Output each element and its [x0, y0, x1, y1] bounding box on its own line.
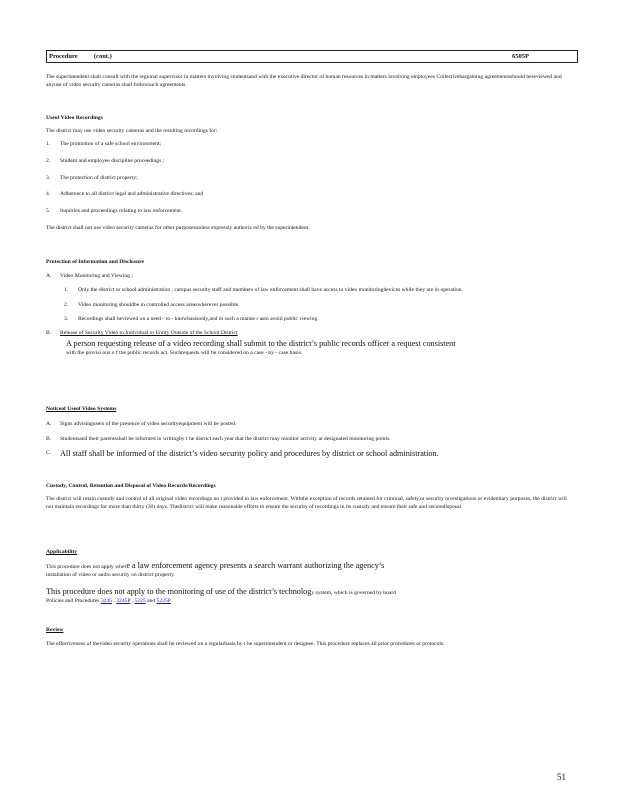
- technology-text: This procedure does not apply to the monitoring of use of the district’s technology system, which is governed by board: [46, 586, 397, 596]
- policy-link-3245[interactable]: 3245: [100, 597, 113, 604]
- review-section: [46, 626, 574, 648]
- custody-heading: Custody, Control, Retention and Disposal of Video Records/Recordings: [46, 483, 216, 489]
- protection-subitem: 2. Video monitoring shouldbe in controlled access areaswherever possible.: [64, 301, 240, 308]
- notice-section: [46, 405, 574, 458]
- release-consideration-text: with the provisi ons o f the public records act. Suchrequests will be considered on a case - by - case basis.: [66, 349, 303, 356]
- review-heading: Review: [46, 627, 64, 633]
- use-item: 2. Student and employee discipline proceedings ;: [46, 158, 165, 164]
- header-code: 6505P: [512, 53, 529, 60]
- use-item: 3. The protection of district property;: [46, 174, 138, 181]
- page-number: 51: [557, 772, 566, 782]
- protection-section: [46, 258, 574, 357]
- protection-subitem: 3. Recordings shall beviewed on a need - to - knowbasisonly,and in such a manne r asto avoid public viewing.: [64, 315, 319, 322]
- policy-link-5225[interactable]: 5225: [134, 597, 146, 604]
- header-procedure-label: Procedure (cont.): [49, 53, 112, 60]
- release-request-text: A person requesting release of a video recording shall submit to the district’s public records officer a request consistent: [66, 339, 456, 349]
- protection-heading: Protection of Information and Disclosure: [46, 259, 144, 265]
- custody-section: [46, 482, 574, 512]
- protection-item-a: A. Video Monitoring and Viewing ;: [46, 273, 133, 280]
- applicability-text-cont: installation of video or audio security on district property.: [46, 572, 176, 579]
- policy-link-3245p[interactable]: 3245P: [116, 597, 131, 604]
- use-item: 1. The promotion of a safe school environment;: [46, 141, 161, 148]
- procedure-header-box: [46, 50, 578, 63]
- use-item: 5. Inquiries and proceedings relating to law enforcement.: [46, 207, 183, 214]
- notice-heading: Noticeof Useof Video Systems: [46, 406, 117, 412]
- use-closing: The district shall not use video security cameras for other purposesunless expressly authoriz ed by the superintendent.: [46, 224, 310, 231]
- custody-text: The district will retain custody and control of all original video recordings no t provided to law enforcement. Withthe exception of records retained for criminal, safety,or security investigations or evidentiary purposes, the district will not maintain recordings for more than thirty (30) days. Thedistrict will make reasonable efforts to ensure the security of recordings in its custody and ensure their safe and securedisposal.: [46, 496, 567, 511]
- policy-link-5225p[interactable]: 5225P: [156, 597, 171, 604]
- use-heading: Useof Video Recordings: [46, 115, 103, 121]
- use-intro: The district may use video security cameras and the resulting recordings for:: [46, 128, 218, 135]
- applicability-heading: Applicability: [46, 549, 78, 555]
- notice-item: B. Studentsand their parentsshall be informed in writingby t he district each year that the district may monitor activity at designated monitoring points.: [46, 436, 391, 443]
- protection-item-b: B. Release of Security Video to Individual or Entity Outside of the School District: [46, 330, 238, 337]
- intro-paragraph: The superintendent shall consult with the regional supervisor in matters involving studentsand with the executive director of human resources in matters involving employees Collectivebargaining agreementsshould bereviewed and anyuse of video security cameras shall followsuch agreements.: [46, 74, 562, 89]
- use-section: [46, 114, 574, 232]
- applicability-text: This procedure does not apply where a law enforcement agency presents a search warrant authorizing the agency’s: [46, 561, 385, 571]
- technology-policies: Policies and Procedures 3245 , 3245P , 5225 and 5225P: [46, 597, 171, 604]
- use-item: 4. Adherence to all district legal and administrative directives; and: [46, 191, 204, 198]
- notice-item-c: C. All staff shall be informed of the district’s video security policy and procedures by district or school administration.: [46, 448, 439, 458]
- notice-item: A. Signs advisingusers of the presence of video securityequipment will be posted.: [46, 421, 237, 428]
- protection-subitem: 1. Only the district or school administration , campus security staff and members of law enforcement shall have access to video monitoringdevices while they are in operation.: [64, 287, 463, 294]
- applicability-section: [46, 548, 574, 605]
- review-text: The effectiveness of thevideo security operations shall be reviewed on a regularbasis by t he superintendent or designee. This procedure replaces all prior procedures or protocols.: [46, 641, 445, 648]
